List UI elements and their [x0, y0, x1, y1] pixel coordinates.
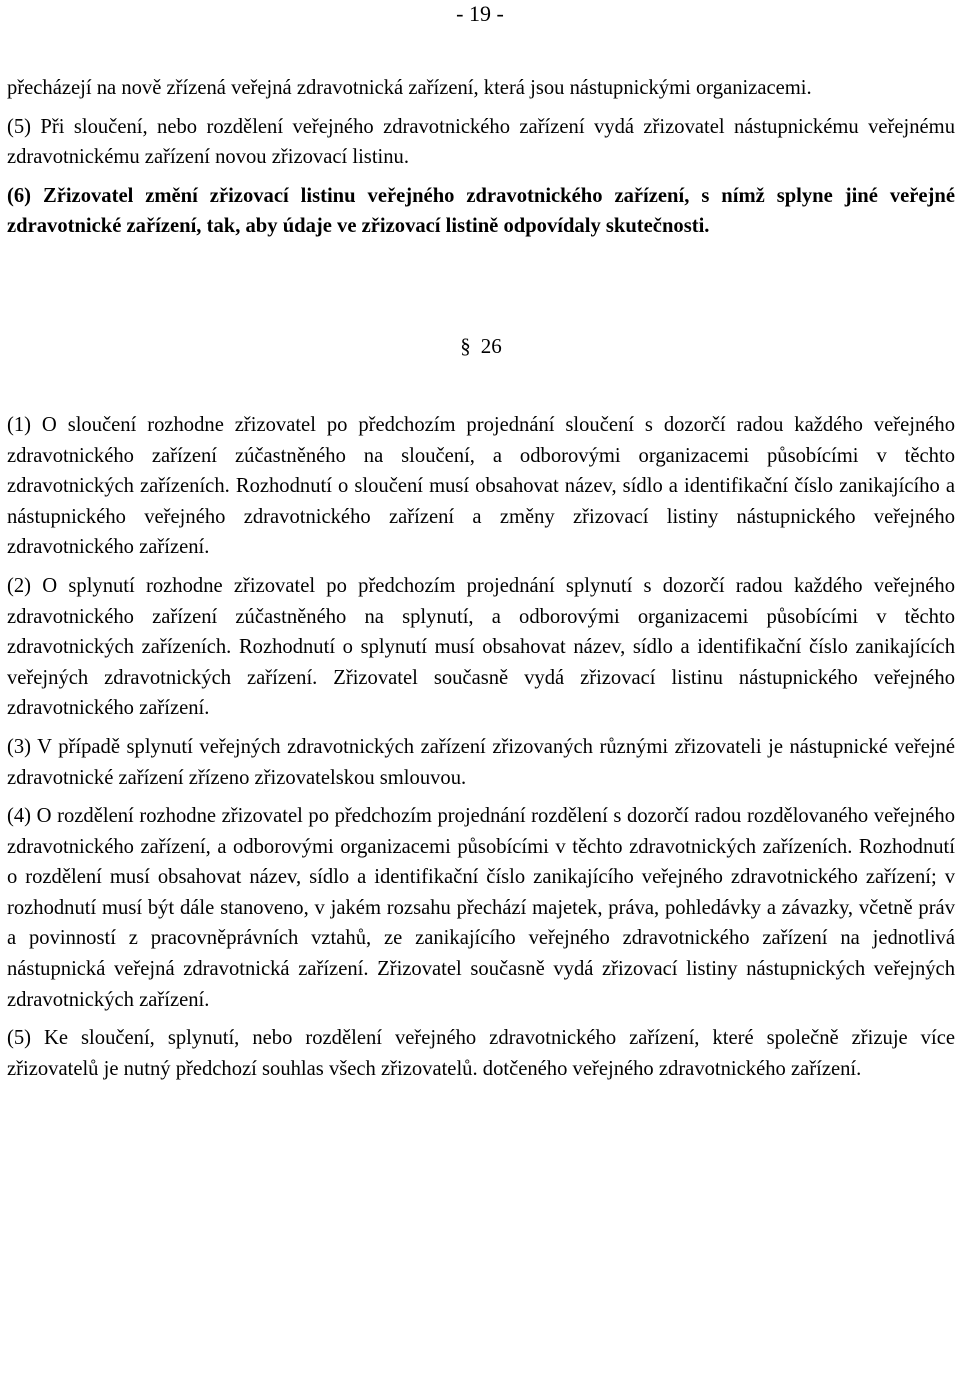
section-heading [7, 331, 955, 361]
section-number: 26 [480, 333, 502, 358]
paragraph-6-bold: (6) Zřizovatel změní zřizovací listinu veřejného zdravotnického zařízení, s nímž splyne jiné veřejné zdravotnické zařízení, tak, aby údaje ve zřizovací listině odpovídaly skutečnosti. [7, 184, 955, 238]
paragraph-continuation: přecházejí na nově zřízená veřejná zdravotnická zařízení, která jsou nástupnickými organizacemi. [7, 77, 812, 99]
section-paragraph-2: (2) O splynutí rozhodne zřizovatel po předchozím projednání splynutí s dozorčí radou každého veřejného zdravotnického zařízení zúčastněného na splynutí, a odborovými organizacemi působícími v těchto zdravotnických zařízeních. Rozhodnutí o splynutí musí obsahovat název, sídlo a identifikační číslo zanikajících veřejných zdravotnických zařízení. Zřizovatel současně vydá zřizovací listinu nástupnického veřejného zdravotnického zařízení. [7, 574, 955, 720]
section-symbol: § [460, 333, 471, 358]
section-paragraph-5: (5) Ke sloučení, splynutí, nebo rozdělení veřejného zdravotnického zařízení, které společně zřizuje více zřizovatelů je nutný předchozí souhlas všech zřizovatelů. dotčeného veřejného zdravotnického zařízení. [7, 1027, 955, 1080]
document-body [7, 73, 955, 1084]
section-paragraph-3: (3) V případě splynutí veřejných zdravotnických zařízení zřizovaných různými zřizovateli je nástupnické veřejné zdravotnické zařízení zřízeno zřizovatelskou smlouvou. [7, 735, 955, 789]
section-paragraph-1: (1) O sloučení rozhodne zřizovatel po předchozím projednání sloučení s dozorčí radou každého veřejného zdravotnického zařízení zúčastněného na sloučení, a odborovými organizacemi působícími v těchto zdravotnických zařízeních. Rozhodnutí o sloučení musí obsahovat název, sídlo a identifikační číslo zanikajícího a nástupnického veřejného zdravotnického zařízení a změny zřizovací listiny nástupnického veřejného zdravotnického zařízení. [7, 413, 955, 559]
page-number: - 19 - [456, 1, 504, 26]
paragraph-5: (5) Při sloučení, nebo rozdělení veřejného zdravotnického zařízení vydá zřizovatel nástupnickému veřejnému zdravotnickému zařízení novou zřizovací listinu. [7, 115, 955, 169]
section-paragraph-4: (4) O rozdělení rozhodne zřizovatel po předchozím projednání rozdělení s dozorčí radou rozdělovaného veřejného zdravotnického zařízení, a odborovými organizacemi působícími v těchto zdravotnických zařízeních. Rozhodnutí o rozdělení musí obsahovat název, sídlo a identifikační číslo zanikajícího veřejného zdravotnického zařízení; v rozhodnutí musí být dále stanoveno, v jakém rozsahu přechází majetek, práva, pohledávky a závazky, včetně práv a povinností z pracovněprávních vztahů, ze zanikajícího veřejného zdravotnického zařízení na jednotlivá nástupnická veřejná zdravotnická zařízení. Zřizovatel současně vydá zřizovací listiny nástupnických veřejných zdravotnických zařízení. [7, 805, 955, 1011]
